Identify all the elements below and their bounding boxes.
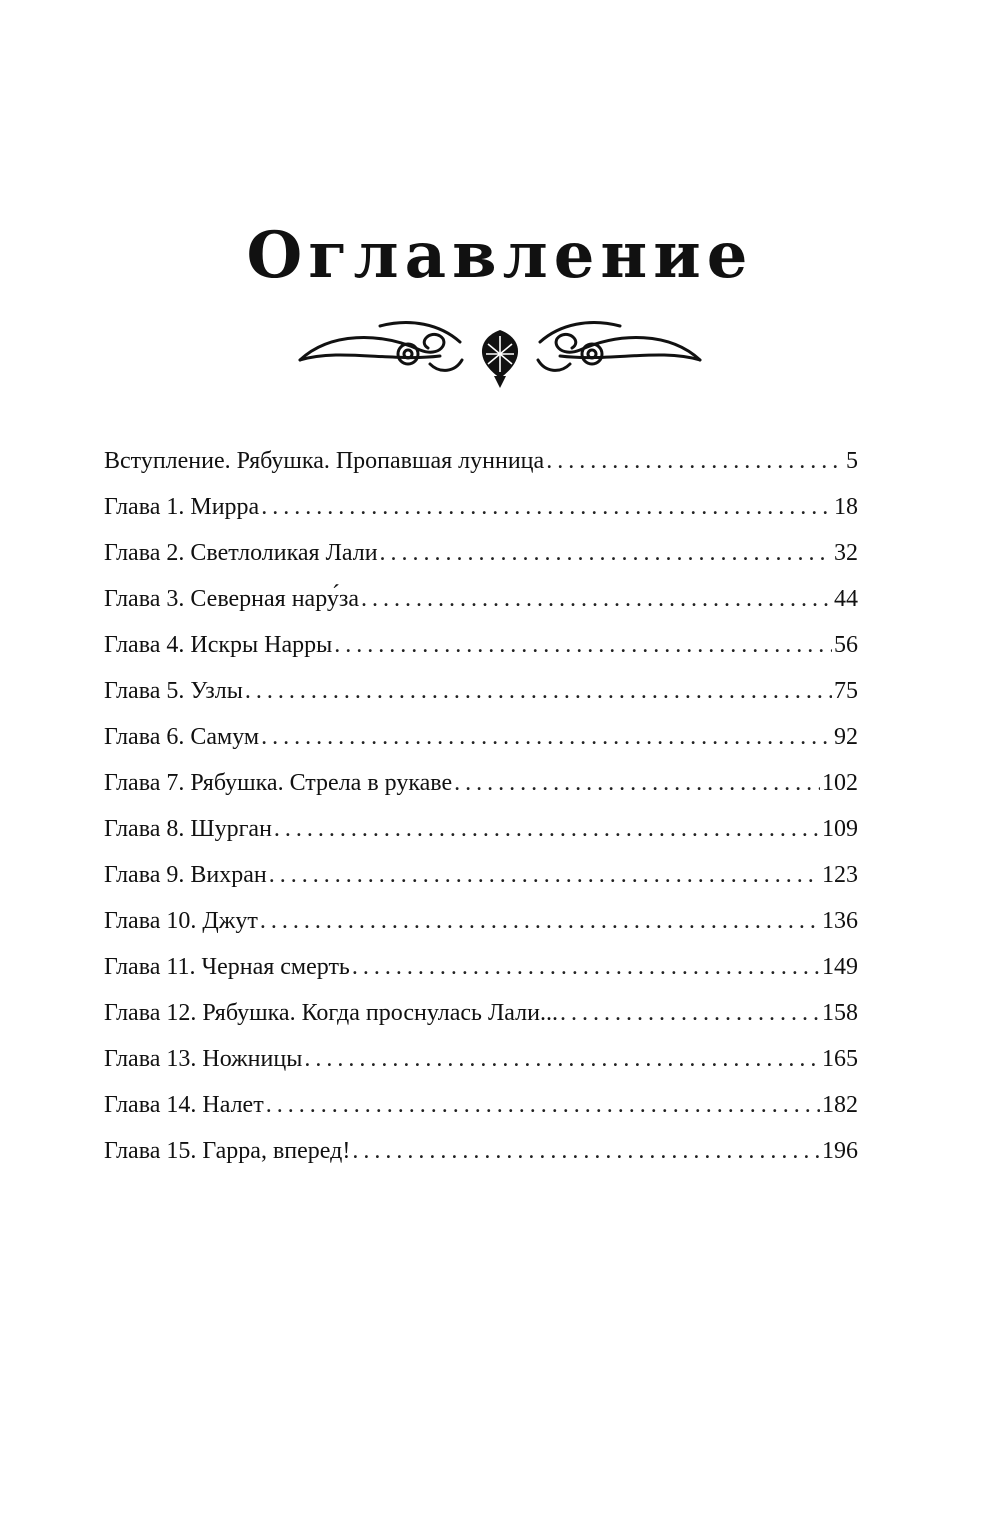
toc-entry[interactable]	[104, 668, 858, 714]
toc-entry[interactable]	[104, 622, 858, 668]
toc-dot-leader	[361, 576, 832, 622]
toc-entry-page-number: 149	[822, 954, 858, 980]
flourish-ornament-icon	[290, 312, 710, 392]
toc-entry-page-number: 32	[834, 540, 858, 566]
toc-entry-page-number: 109	[822, 816, 858, 842]
table-of-contents	[104, 438, 858, 1174]
toc-entry-page-number: 136	[822, 908, 858, 934]
toc-entry-page-number: 123	[822, 862, 858, 888]
toc-entry-page-number: 196	[822, 1138, 858, 1164]
toc-entry-page-number: 165	[822, 1046, 858, 1072]
toc-dot-leader	[269, 852, 820, 898]
toc-entry-label: Глава 4. Искры Нарры	[104, 632, 333, 658]
toc-dot-leader	[352, 1128, 820, 1174]
toc-entry-label: Глава 5. Узлы	[104, 678, 243, 704]
toc-dot-leader	[266, 1082, 820, 1128]
page-title: Оглавление	[246, 217, 754, 293]
toc-entry[interactable]	[104, 760, 858, 806]
toc-dot-leader	[380, 530, 832, 576]
toc-entry[interactable]	[104, 714, 858, 760]
toc-entry-label: Глава 12. Рябушка. Когда проснулась Лали...	[104, 1000, 558, 1026]
toc-dot-leader	[352, 944, 820, 990]
toc-entry-label: Глава 9. Вихран	[104, 862, 267, 888]
toc-entry-label: Глава 2. Светлоликая Лали	[104, 540, 378, 566]
toc-entry-page-number: 5	[846, 448, 858, 474]
toc-entry-label: Глава 6. Самум	[104, 724, 260, 750]
toc-dot-leader	[261, 484, 832, 530]
toc-entry[interactable]	[104, 806, 858, 852]
toc-entry-label: Глава 7. Рябушка. Стрела в рукаве	[104, 770, 453, 796]
toc-dot-leader	[304, 1036, 820, 1082]
toc-entry-page-number: 158	[822, 1000, 858, 1026]
toc-entry-page-number: 92	[834, 724, 858, 750]
toc-entry[interactable]	[104, 438, 858, 484]
toc-dot-leader	[260, 898, 820, 944]
toc-entry[interactable]	[104, 852, 858, 898]
toc-dot-leader	[454, 760, 820, 806]
toc-dot-leader	[261, 714, 832, 760]
toc-entry-page-number: 56	[834, 632, 858, 658]
toc-entry-page-number: 18	[834, 494, 858, 520]
toc-entry[interactable]	[104, 576, 858, 622]
toc-entry[interactable]	[104, 898, 858, 944]
toc-dot-leader	[245, 668, 832, 714]
toc-entry-label: Глава 15. Гарра, вперед!	[104, 1138, 351, 1164]
toc-entry-label: Глава 8. Шурган	[104, 816, 272, 842]
toc-dot-leader	[274, 806, 820, 852]
toc-entry-page-number: 44	[834, 586, 858, 612]
toc-entry-page-number: 102	[822, 770, 858, 796]
toc-dot-leader	[560, 990, 820, 1036]
toc-entry-label: Глава 10. Джут	[104, 908, 258, 934]
toc-entry-page-number: 75	[834, 678, 858, 704]
toc-entry-label: Глава 14. Налет	[104, 1092, 264, 1118]
toc-dot-leader	[334, 622, 832, 668]
toc-dot-leader	[546, 438, 844, 484]
toc-entry[interactable]	[104, 1082, 858, 1128]
toc-entry[interactable]	[104, 944, 858, 990]
toc-entry-label: Вступление. Рябушка. Пропавшая лунница	[104, 448, 545, 474]
toc-entry-label: Глава 13. Ножницы	[104, 1046, 303, 1072]
toc-entry-label: Глава 3. Северная нару́за	[104, 586, 360, 612]
toc-entry[interactable]	[104, 1036, 858, 1082]
toc-entry[interactable]	[104, 990, 858, 1036]
toc-entry-page-number: 182	[822, 1092, 858, 1118]
toc-entry[interactable]	[104, 1128, 858, 1174]
toc-entry[interactable]	[104, 530, 858, 576]
toc-entry[interactable]	[104, 484, 858, 530]
toc-entry-label: Глава 11. Черная смерть	[104, 954, 350, 980]
toc-entry-label: Глава 1. Мирра	[104, 494, 260, 520]
